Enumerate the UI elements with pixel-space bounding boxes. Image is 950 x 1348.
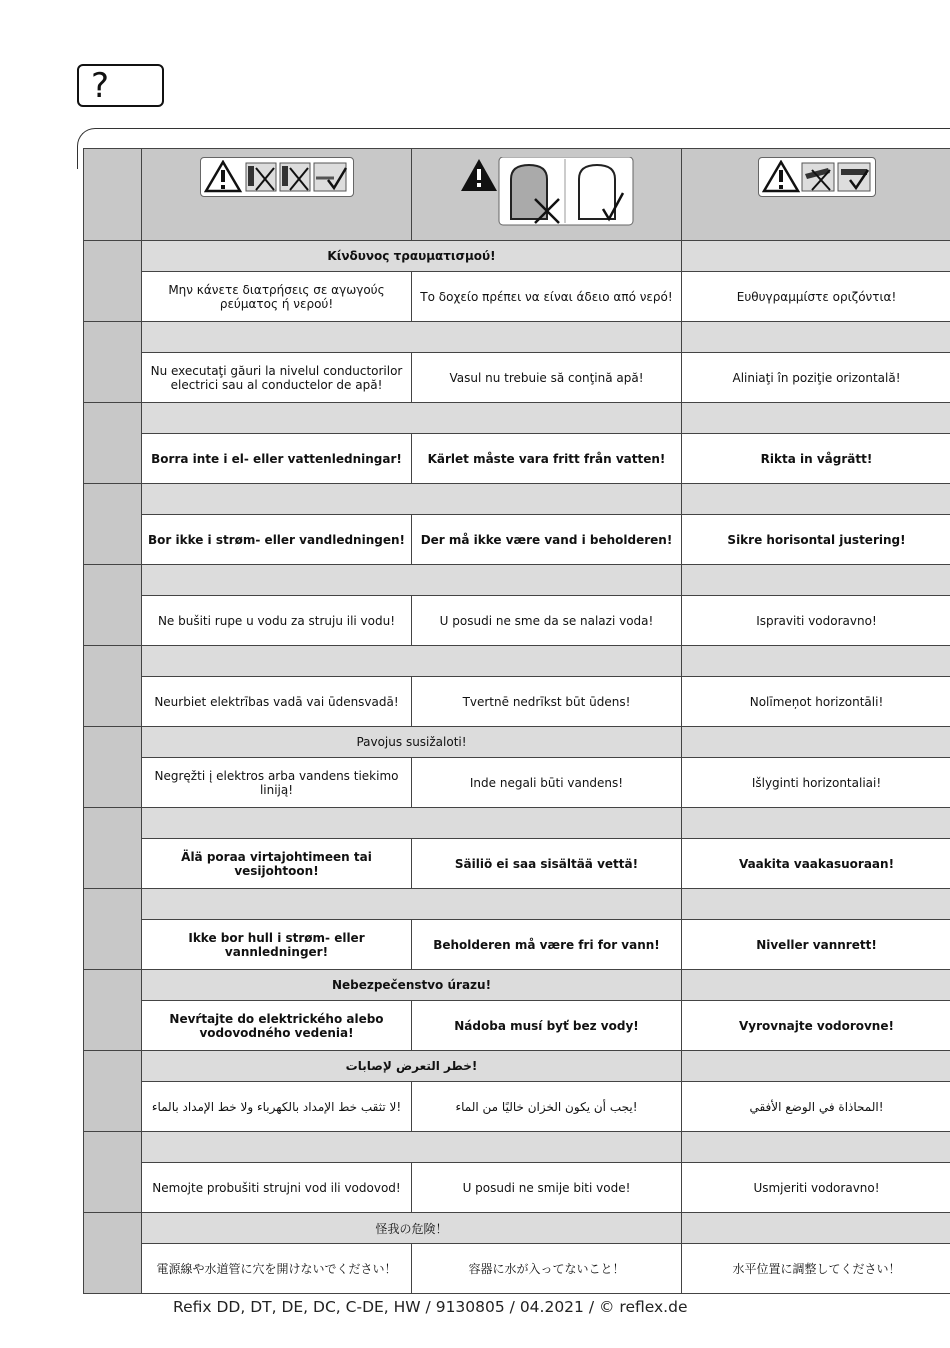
icon-cell-drilling: [142, 149, 412, 241]
instruction-cell: يجب أن يكون الخزان خاليًا من الماء!: [412, 1082, 682, 1132]
instruction-row: [84, 515, 950, 565]
instruction-cell: Vasul nu trebuie să conţină apă!: [412, 353, 682, 403]
instruction-cell: Säiliö ei saa sisältää vettä!: [412, 839, 682, 889]
side-cell: [84, 646, 142, 727]
instruction-cell: 容器に水が入ってないこと！: [412, 1244, 682, 1294]
instruction-cell: Aliniaţi în poziţie orizontală!: [682, 353, 950, 403]
instruction-cell: Älä poraa virtajohtimeen tai vesijohtoon!: [142, 839, 412, 889]
instruction-row: [84, 1244, 950, 1294]
instruction-cell: Negręžti į elektros arba vandens tiekimo liniją!: [142, 758, 412, 808]
instruction-cell: Rikta in vågrätt!: [682, 434, 950, 484]
warning-heading: Pavojus susižaloti!: [142, 727, 682, 758]
instruction-cell: Nevŕtajte do elektrického alebo vodovodného vedenia!: [142, 1001, 412, 1051]
instruction-row: [84, 272, 950, 322]
empty-band-cell: [682, 565, 950, 596]
side-cell: [84, 889, 142, 970]
instruction-row: [84, 596, 950, 646]
warning-heading: خطر التعرض لإصابات!: [142, 1051, 682, 1082]
empty-band-cell: [682, 646, 950, 677]
instruction-cell: Ispraviti vodoravno!: [682, 596, 950, 646]
instruction-row: [84, 1001, 950, 1051]
side-cell: [84, 808, 142, 889]
instruction-cell: Borra inte i el- eller vattenledningar!: [142, 434, 412, 484]
empty-band-cell: [682, 970, 950, 1001]
instruction-cell: Vyrovnajte vodorovne!: [682, 1001, 950, 1051]
warning-band-row: [84, 646, 950, 677]
warning-heading: [142, 322, 682, 353]
instruction-cell: Ikke bor hull i strøm- eller vannledninger!: [142, 920, 412, 970]
instruction-cell: U posudi ne sme da se nalazi voda!: [412, 596, 682, 646]
instruction-cell: لا تثقب خط الإمداد بالكهرباء ولا خط الإمداد بالماء!: [142, 1082, 412, 1132]
instruction-cell: Vaakita vaakasuoraan!: [682, 839, 950, 889]
warning-band-row: [84, 808, 950, 839]
instruction-cell: Bor ikke i strøm- eller vandledningen!: [142, 515, 412, 565]
instruction-cell: Usmjeriti vodoravno!: [682, 1163, 950, 1213]
warning-band-row: [84, 565, 950, 596]
warning-band-row: [84, 403, 950, 434]
safety-table: [83, 148, 950, 1294]
empty-band-cell: [682, 1051, 950, 1082]
empty-band-cell: [682, 727, 950, 758]
instruction-cell: Ευθυγραμμίστε οριζόντια!: [682, 272, 950, 322]
instruction-row: [84, 1082, 950, 1132]
instruction-row: [84, 1163, 950, 1213]
instruction-cell: Nemojte probušiti strujni vod ili vodovod!: [142, 1163, 412, 1213]
instruction-cell: Der må ikke være vand i beholderen!: [412, 515, 682, 565]
instruction-cell: U posudi ne smije biti vode!: [412, 1163, 682, 1213]
side-cell: [84, 484, 142, 565]
instruction-cell: Niveller vannrett!: [682, 920, 950, 970]
instruction-cell: المحاذاة في الوضع الأفقي!: [682, 1082, 950, 1132]
side-cell: [84, 1213, 142, 1294]
warning-band-row: [84, 322, 950, 353]
footer-text: Refix DD, DT, DE, DC, C-DE, HW / 9130805 / 04.2021 / © reflex.de: [173, 1298, 688, 1316]
instruction-cell: Inde negali būti vandens!: [412, 758, 682, 808]
warning-band-row: [84, 1051, 950, 1082]
instruction-cell: Nádoba musí byť bez vody!: [412, 1001, 682, 1051]
instruction-row: [84, 839, 950, 889]
empty-band-cell: [682, 403, 950, 434]
warning-band-row: [84, 484, 950, 515]
instruction-cell: Το δοχείο πρέπει να είναι άδειο από νερό!: [412, 272, 682, 322]
warning-heading: [142, 565, 682, 596]
empty-band-cell: [682, 1132, 950, 1163]
help-box: [77, 64, 164, 107]
instruction-cell: Tvertnē nedrīkst būt ūdens!: [412, 677, 682, 727]
instruction-cell: Kärlet måste vara fritt från vatten!: [412, 434, 682, 484]
question-mark-icon: ?: [91, 66, 110, 106]
side-cell: [84, 403, 142, 484]
instruction-cell: Nu executaţi găuri la nivelul conductorilor electrici sau al conductelor de apă!: [142, 353, 412, 403]
icon-header-row: [84, 149, 950, 241]
empty-band-cell: [682, 484, 950, 515]
instruction-row: [84, 353, 950, 403]
warning-heading: Nebezpečenstvo úrazu!: [142, 970, 682, 1001]
warning-band-row: [84, 1213, 950, 1244]
instruction-cell: Beholderen må være fri for vann!: [412, 920, 682, 970]
warning-heading: [142, 403, 682, 434]
warning-heading: Κίνδυνος τραυματισμού!: [142, 241, 682, 272]
warning-band-row: [84, 889, 950, 920]
empty-band-cell: [682, 1213, 950, 1244]
instruction-cell: Sikre horisontal justering!: [682, 515, 950, 565]
warning-heading: [142, 889, 682, 920]
instruction-cell: Ne bušiti rupe u vodu za struju ili vodu!: [142, 596, 412, 646]
instruction-row: [84, 434, 950, 484]
side-cell: [84, 1132, 142, 1213]
icon-cell-vessel: [412, 149, 682, 241]
side-cell: [84, 970, 142, 1051]
empty-band-cell: [682, 808, 950, 839]
empty-band-cell: [682, 889, 950, 920]
side-cell: [84, 565, 142, 646]
side-cell: [84, 322, 142, 403]
warning-heading: [142, 484, 682, 515]
instruction-cell: Nolīmeņot horizontāli!: [682, 677, 950, 727]
side-cell: [84, 241, 142, 322]
warning-no-drilling-cables-icon: [200, 157, 354, 197]
empty-band-cell: [682, 322, 950, 353]
instruction-cell: Μην κάνετε διατρήσεις σε αγωγούς ρεύματος ή νερού!: [142, 272, 412, 322]
side-cell: [84, 1051, 142, 1132]
warning-heading: [142, 808, 682, 839]
warning-band-row: [84, 1132, 950, 1163]
empty-band-cell: [682, 241, 950, 272]
warning-band-row: [84, 241, 950, 272]
instruction-row: [84, 677, 950, 727]
icon-cell-level: [682, 149, 950, 241]
warning-band-row: [84, 970, 950, 1001]
instruction-cell: Išlyginti horizontaliai!: [682, 758, 950, 808]
side-cell: [84, 727, 142, 808]
side-cell: [84, 149, 142, 241]
instruction-row: [84, 758, 950, 808]
warning-band-row: [84, 727, 950, 758]
warning-heading: [142, 1132, 682, 1163]
warning-heading: [142, 646, 682, 677]
warning-heading: 怪我の危険！: [142, 1213, 682, 1244]
instruction-row: [84, 920, 950, 970]
warning-level-horizontal-icon: [758, 157, 876, 197]
warning-vessel-empty-icon: [459, 157, 635, 227]
instruction-cell: Neurbiet elektrības vadā vai ūdensvadā!: [142, 677, 412, 727]
instruction-cell: 電源線や水道管に穴を開けないでください！: [142, 1244, 412, 1294]
instruction-cell: 水平位置に調整してください！: [682, 1244, 950, 1294]
